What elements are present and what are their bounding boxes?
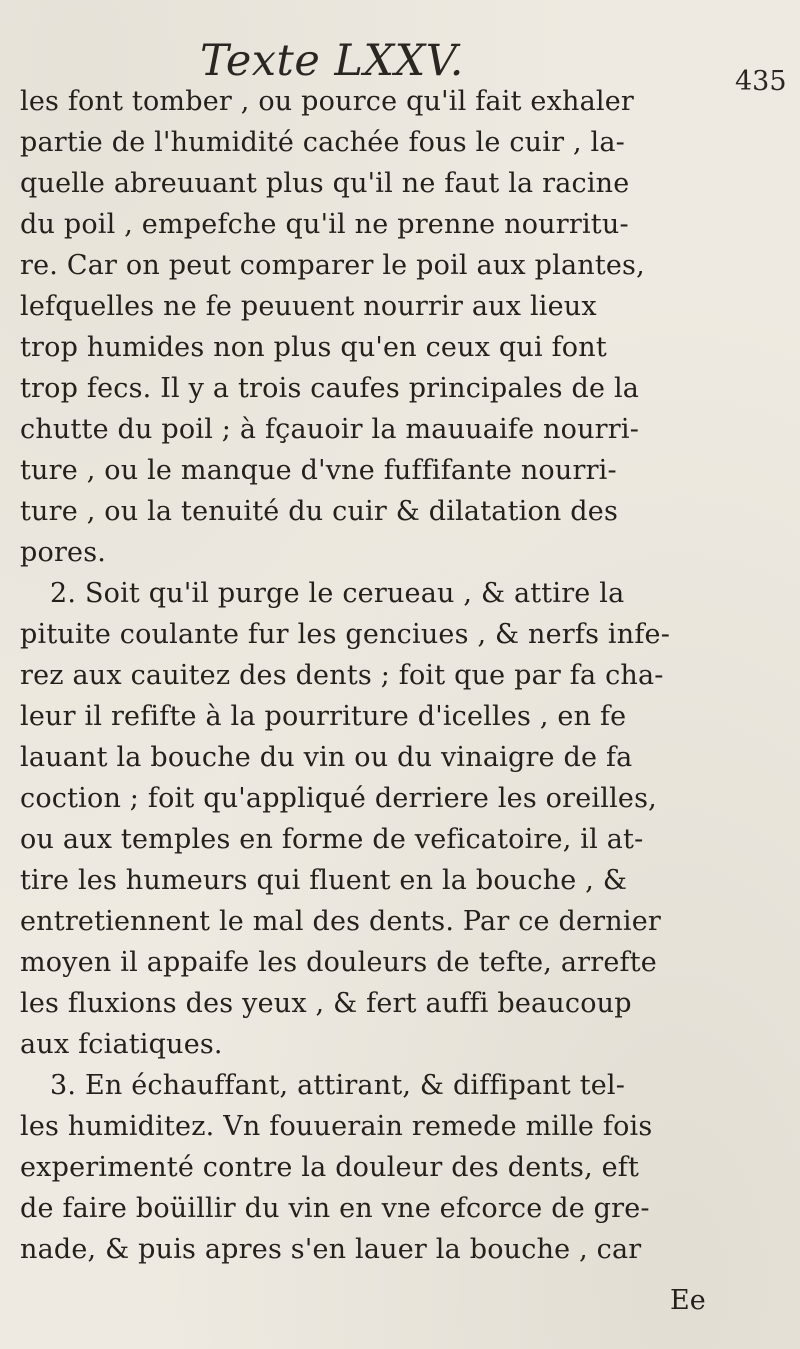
text-line: entretiennent le mal des dents. Par ce dernier (20, 906, 661, 937)
text-line: coction ; foit qu'appliqué derriere les oreilles, (20, 783, 657, 814)
text-line: pores. (20, 537, 107, 568)
text-line: nade, & puis apres s'en lauer la bouche , car (20, 1234, 642, 1265)
text-line: ture , ou le manque d'vne fuffifante nourri- (20, 455, 617, 486)
text-line: ou aux temples en forme de veficatoire, il at- (20, 824, 644, 855)
text-line: trop humides non plus qu'en ceux qui font (20, 332, 607, 363)
text-line: les humiditez. Vn fouuerain remede mille fois (20, 1111, 653, 1142)
text-line: 3. En échauffant, attirant, & diffipant tel- (50, 1070, 626, 1101)
text-line: les fluxions des yeux , & fert auffi beaucoup (20, 988, 632, 1019)
text-line: rez aux cauitez des dents ; foit que par fa cha- (20, 660, 664, 691)
text-line: leur il refifte à la pourriture d'icelles , en fe (20, 701, 627, 732)
text-line: pituite coulante fur les genciues , & nerfs infe- (20, 619, 671, 650)
text-line: du poil , empefche qu'il ne prenne nourritu- (20, 209, 629, 240)
text-line: partie de l'humidité cachée fous le cuir , la- (20, 127, 625, 158)
text-line: moyen il appaife les douleurs de tefte, arrefte (20, 947, 657, 978)
text-line: aux fciatiques. (20, 1029, 223, 1060)
running-title: Texte LXXV. (200, 36, 464, 86)
text-line: lefquelles ne fe peuuent nourrir aux lieux (20, 291, 597, 322)
text-line: les font tomber , ou pource qu'il fait exhaler (20, 86, 635, 117)
page-number: 435 (735, 66, 787, 97)
text-line: chutte du poil ; à fçauoir la mauuaife nourri- (20, 414, 640, 445)
text-line: experimenté contre la douleur des dents, eft (20, 1152, 640, 1183)
text-line: quelle abreuuant plus qu'il ne faut la racine (20, 168, 630, 199)
catchword: Ee (670, 1285, 706, 1316)
text-line: 2. Soit qu'il purge le cerueau , & attire la (50, 578, 625, 609)
text-line: ture , ou la tenuité du cuir & dilatation des (20, 496, 619, 527)
text-line: tire les humeurs qui fluent en la bouche , & (20, 865, 628, 896)
text-line: de faire boüillir du vin en vne efcorce de gre- (20, 1193, 650, 1224)
text-line: lauant la bouche du vin ou du vinaigre de fa (20, 742, 633, 773)
text-line: trop fecs. Il y a trois caufes principales de la (20, 373, 640, 404)
text-line: re. Car on peut comparer le poil aux plantes, (20, 250, 645, 281)
